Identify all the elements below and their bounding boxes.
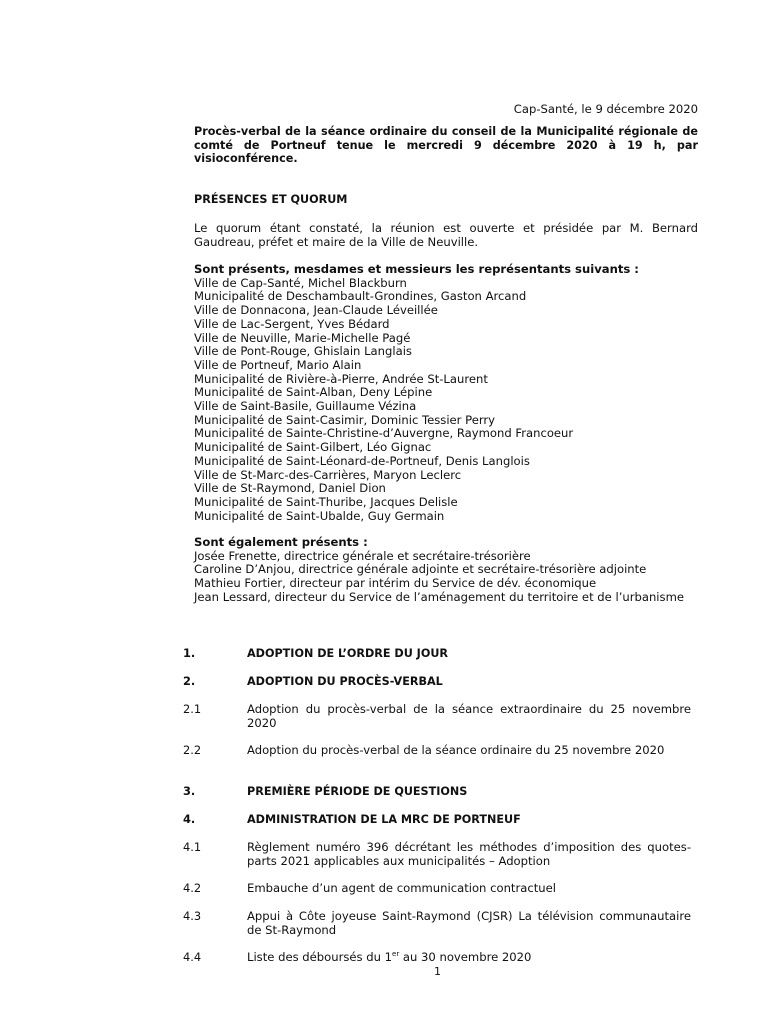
- agenda-number: 4.: [183, 812, 196, 826]
- agenda-item-text: Appui à Côte joyeuse Saint-Raymond (CJSR) La télévision communautaire de St-Raymond: [247, 909, 691, 937]
- section-heading-presences: PRÉSENCES ET QUORUM: [194, 193, 348, 206]
- list-item: Ville de Pont-Rouge, Ghislain Langlais: [194, 344, 412, 359]
- agenda-number: 2.2: [183, 743, 202, 757]
- list-item: Municipalité de Deschambault-Grondines, Gaston Arcand: [194, 289, 527, 304]
- list-item: Josée Frenette, directrice générale et secrétaire-trésorière: [194, 548, 531, 563]
- date-line: Cap-Santé, le 9 décembre 2020: [513, 102, 698, 116]
- list-item: Municipalité de Saint-Ubalde, Guy Germain: [194, 508, 445, 523]
- list-item: Municipalité de Rivière-à-Pierre, Andrée St-Laurent: [194, 371, 488, 386]
- agenda-number: 2.1: [183, 702, 202, 716]
- agenda-number: 2.: [183, 674, 196, 688]
- list-item: Municipalité de Saint-Léonard-de-Portneuf, Denis Langlois: [194, 453, 530, 468]
- agenda-number: 1.: [183, 646, 196, 660]
- representatives-heading: Sont présents, mesdames et messieurs les représentants suivants :: [194, 262, 639, 276]
- list-item-multiline: Jean Lessard, directeur du Service de l’aménagement du territoire et de l’urbanisme: [194, 590, 684, 604]
- list-item: Caroline D’Anjou, directrice générale adjointe et secrétaire-trésorière adjointe: [194, 562, 647, 577]
- list-item: Municipalité de Saint-Thuribe, Jacques Delisle: [194, 494, 458, 509]
- agenda-item-title: ADOPTION DU PROCÈS-VERBAL: [247, 675, 443, 688]
- also-present-list: [194, 536, 714, 591]
- list-item: Ville de Cap-Santé, Michel Blackburn: [194, 275, 407, 290]
- list-item: Ville de St-Raymond, Daniel Dion: [194, 481, 386, 496]
- agenda-item-title: ADOPTION DE L’ORDRE DU JOUR: [247, 647, 449, 660]
- agenda-item-text: Règlement numéro 396 décrétant les méthodes d’imposition des quotes-parts 2021 applicables aux municipalités – Adoption: [247, 840, 691, 868]
- agenda-item-text: Adoption du procès-verbal de la séance ordinaire du 25 novembre 2020: [247, 743, 665, 757]
- list-item: Mathieu Fortier, directeur par intérim du Service de dév. économique: [194, 576, 597, 591]
- list-item: Municipalité de Saint-Gilbert, Léo Gignac: [194, 440, 432, 455]
- agenda-number: 4.3: [183, 909, 202, 923]
- list-item: Ville de Donnacona, Jean-Claude Léveillée: [194, 303, 438, 318]
- agenda-number: 3.: [183, 784, 196, 798]
- list-item: Ville de Portneuf, Mario Alain: [194, 357, 362, 372]
- list-item: Municipalité de Saint-Casimir, Dominic Tessier Perry: [194, 412, 496, 427]
- also-present-heading: Sont également présents :: [194, 535, 368, 549]
- agenda-item-text: Adoption du procès-verbal de la séance extraordinaire du 25 novembre 2020: [247, 702, 691, 730]
- list-item: Ville de Neuville, Marie-Michelle Pagé: [194, 330, 411, 345]
- ordinal-superscript: er: [392, 950, 400, 959]
- document-title: Procès-verbal de la séance ordinaire du conseil de la Municipalité régionale de comté de Portneuf tenue le mercredi 9 décembre 2020 à 19 h, par visioconférence.: [194, 125, 698, 166]
- list-item: Municipalité de Saint-Alban, Deny Lépine: [194, 385, 433, 400]
- agenda-text-part: au 30 novembre 2020: [399, 950, 532, 964]
- list-item: Ville de Lac-Sergent, Yves Bédard: [194, 316, 390, 331]
- agenda-number: 4.2: [183, 881, 202, 895]
- agenda-text-part: Liste des déboursés du 1: [247, 950, 393, 964]
- agenda-number: 4.4: [183, 950, 202, 964]
- agenda-item-text: [247, 951, 691, 965]
- list-item: Ville de Saint-Basile, Guillaume Vézina: [194, 399, 417, 414]
- list-item: Municipalité de Sainte-Christine-d’Auvergne, Raymond Francoeur: [194, 426, 574, 441]
- agenda-item-title: PREMIÈRE PÉRIODE DE QUESTIONS: [247, 785, 468, 798]
- quorum-paragraph: Le quorum étant constaté, la réunion est ouverte et présidée par M. Bernard Gaudreau, préfet et maire de la Ville de Neuville.: [194, 221, 698, 249]
- list-item: Ville de St-Marc-des-Carrières, Maryon Leclerc: [194, 467, 462, 482]
- representatives-list: [194, 263, 714, 523]
- agenda-item-title: ADMINISTRATION DE LA MRC DE PORTNEUF: [247, 813, 521, 826]
- page-number: 1: [434, 965, 441, 978]
- agenda-number: 4.1: [183, 840, 202, 854]
- agenda-item-text: Embauche d’un agent de communication contractuel: [247, 881, 556, 895]
